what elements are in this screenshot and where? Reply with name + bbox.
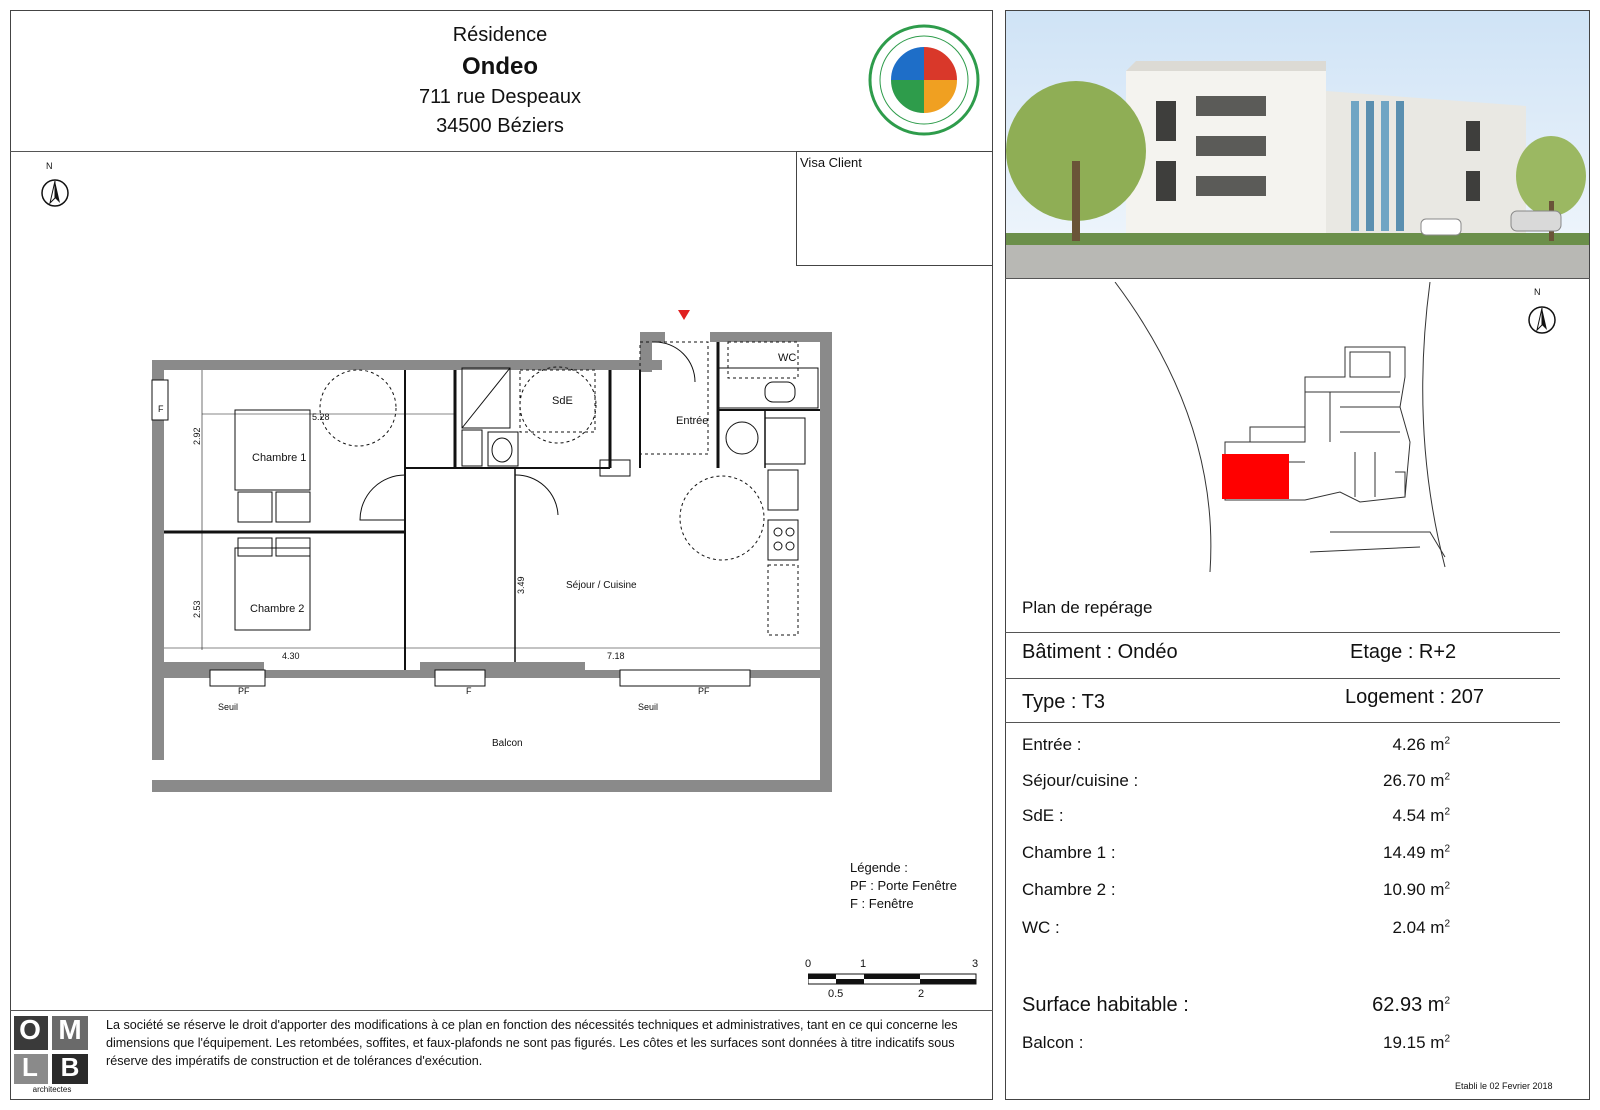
balcon-label: Balcon : <box>1022 1033 1084 1052</box>
visa-client-label: Visa Client <box>800 155 862 170</box>
disclaimer-text: La société se réserve le droit d'apporter des modifications à ce plan en fonction des nécessités techniques et administratives, tant en ce qui concerne les dimensions que l'équipement. Les retombées, soffites, et faux-plafonds ne sont pas figurés. Les côtes et les surfaces sont données à titre indicatifs sous réserve des impératifs de construction et de tolérances d'exécution. <box>106 1018 958 1068</box>
area-label-entree: Entrée : <box>1022 735 1082 754</box>
surface-habitable-label: Surface habitable : <box>1022 994 1189 1016</box>
logo-letter-m: M <box>58 1014 82 1045</box>
logo-letter-b: B <box>60 1052 80 1082</box>
scale-label-3: 3 <box>972 958 979 970</box>
site-map <box>1100 282 1500 582</box>
legend-pf: PF : Porte Fenêtre <box>850 878 957 893</box>
floor-plan <box>150 310 840 810</box>
dim-253: 2.53 <box>192 600 202 618</box>
opening-f-left: F <box>158 404 164 414</box>
plan-reperage-label: Plan de repérage <box>1022 598 1153 617</box>
dim-349: 3.49 <box>516 576 526 594</box>
opening-f-bottom: F <box>466 686 472 696</box>
surface-habitable-value: 62.93 $m^2$ <box>1372 994 1450 1016</box>
north-arrow-map-icon <box>1527 305 1557 335</box>
balcon-value: 19.15 $m^2$ <box>1383 1033 1450 1052</box>
seuil-right-label: Seuil <box>638 702 659 712</box>
north-label: N <box>46 161 53 171</box>
scale-label-1: 1 <box>860 958 867 970</box>
scale-label-05: 0.5 <box>828 988 844 1000</box>
north-label-map: N <box>1534 287 1541 297</box>
residence-label: Résidence <box>452 24 548 46</box>
legend-f: F : Fenêtre <box>850 896 914 911</box>
batiment-info: Bâtiment : Ondéo <box>1022 641 1178 663</box>
building-photo <box>1006 11 1589 278</box>
logo-letter-o: O <box>19 1014 41 1045</box>
room-label-chambre2: Chambre 2 <box>250 603 305 615</box>
residence-name: Ondeo <box>462 53 538 80</box>
opening-pf-left: PF <box>238 686 250 696</box>
type-info: Type : T3 <box>1022 691 1106 713</box>
info-divider-1 <box>1005 632 1560 633</box>
dim-292: 2.92 <box>192 427 202 445</box>
scale-label-0: 0 <box>805 958 812 970</box>
city-address: 34500 Béziers <box>436 115 564 137</box>
room-label-sejour: Séjour / Cuisine <box>566 580 637 591</box>
area-label-chambre1: Chambre 1 : <box>1022 843 1116 862</box>
street-address: 711 rue Despeaux <box>419 86 581 108</box>
dim-718: 7.18 <box>607 651 625 661</box>
disclaimer-divider <box>10 1010 993 1011</box>
dim-528: 5.28 <box>312 412 330 422</box>
area-value-wc: 2.04 $m^2$ <box>1392 918 1450 937</box>
dim-430: 4.30 <box>282 651 300 661</box>
logo-subtitle: architectes <box>32 1085 72 1094</box>
legend-title: Légende : <box>850 860 908 875</box>
area-label-wc: WC : <box>1022 918 1060 937</box>
room-label-sde: SdE <box>552 395 573 407</box>
logement-info: Logement : 207 <box>1345 686 1484 708</box>
logo-letter-l: L <box>22 1052 38 1082</box>
room-label-balcon: Balcon <box>492 738 523 749</box>
scale-label-2: 2 <box>918 988 925 1000</box>
seuil-left-label: Seuil <box>218 702 239 712</box>
info-divider-2 <box>1005 678 1560 679</box>
area-value-entree: 4.26 $m^2$ <box>1392 735 1450 754</box>
certification-seal-icon <box>868 24 980 136</box>
room-label-entree: Entrée <box>676 415 709 427</box>
opening-pf-right: PF <box>698 686 710 696</box>
area-label-chambre2: Chambre 2 : <box>1022 880 1116 899</box>
etage-info: Etage : R+2 <box>1350 641 1457 663</box>
room-label-wc: WC <box>778 352 797 364</box>
scale-bar <box>808 972 978 984</box>
room-label-chambre1: Chambre 1 <box>252 452 307 464</box>
area-label-sde: SdE : <box>1022 806 1064 825</box>
info-divider-3 <box>1005 722 1560 723</box>
footer-date: Etabli le 02 Fevrier 2018 <box>1455 1081 1553 1091</box>
north-arrow-icon <box>40 178 70 208</box>
area-label-sejour: Séjour/cuisine : <box>1022 771 1139 790</box>
area-value-sejour: 26.70 $m^2$ <box>1383 771 1450 790</box>
area-value-chambre2: 10.90 $m^2$ <box>1383 880 1450 899</box>
photo-divider <box>1005 278 1590 279</box>
area-value-chambre1: 14.49 $m^2$ <box>1383 843 1450 862</box>
area-value-sde: 4.54 $m^2$ <box>1392 806 1450 825</box>
